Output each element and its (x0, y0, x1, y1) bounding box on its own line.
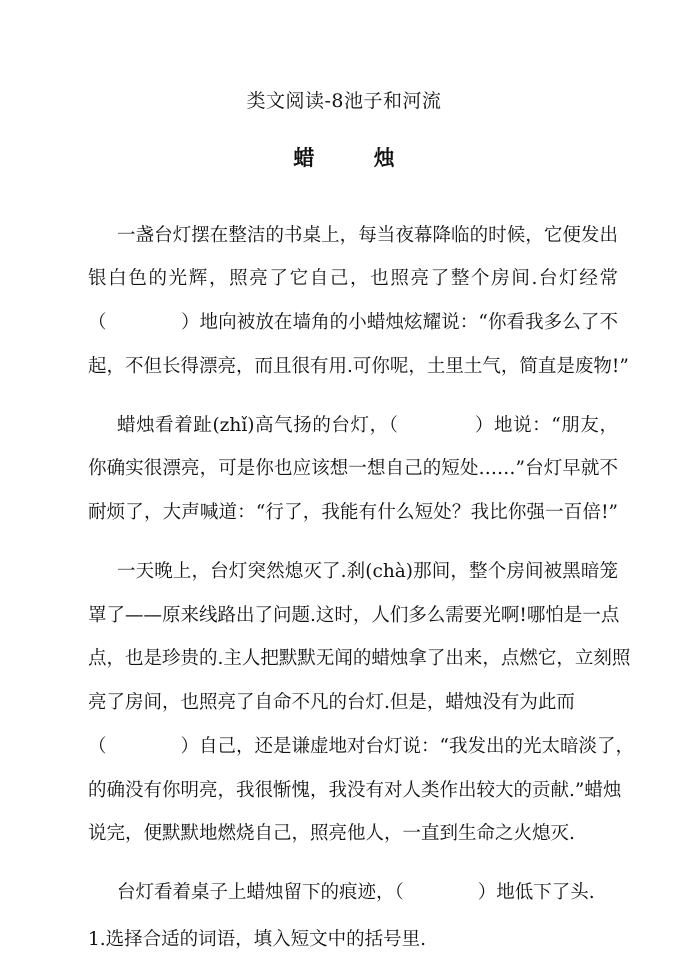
story-title: 蜡 烛 (293, 145, 421, 170)
page-title: 类文阅读-8池子和河流 (246, 90, 442, 112)
paragraph-3-line-6: 的确没有你明亮，我很惭愧，我没有对人类作出较大的贡献.”蜡烛 (88, 780, 622, 801)
paragraph-4-line-1: 台灯看着桌子上蜡烛留下的痕迹，（ ）地低下了头. (117, 882, 595, 903)
paragraph-2-line-3: 耐烦了，大声喊道：“行了，我能有什么短处？我比你强一百倍!” (88, 502, 618, 523)
paragraph-1-line-1: 一盏台灯摆在整洁的书桌上，每当夜幕降临的时候，它便发出 (117, 225, 618, 246)
paragraph-3-line-2: 罩了——原来线路出了问题.这时，人们多么需要光啊!哪怕是一点 (88, 605, 620, 626)
paragraph-1-line-3: （ ）地向被放在墙角的小蜡烛炫耀说：“你看我多么了不 (88, 312, 618, 333)
paragraph-1-line-2: 银白色的光辉，照亮了它自己，也照亮了整个房间.台灯经常 (88, 268, 618, 289)
paragraph-1-line-4: 起，不但长得漂亮，而且很有用.可你呢，土里土气，简直是废物!” (88, 356, 629, 377)
paragraph-2-line-1: 蜡烛看着趾(zhǐ)高气扬的台灯，（ ）地说：“朋友， (117, 415, 618, 436)
question-1: 1.选择合适的词语，填入短文中的括号里. (88, 929, 427, 950)
paragraph-3-line-5: （ ）自己，还是谦虚地对台灯说：“我发出的光太暗淡了， (88, 736, 634, 757)
paragraph-2-line-2: 你确实很漂亮，可是你也应该想一想自己的短处……”台灯早就不 (88, 458, 618, 479)
paragraph-3-line-3: 点，也是珍贵的.主人把默默无闻的蜡烛拿了出来，点燃它，立刻照 (88, 648, 631, 669)
paragraph-3-line-7: 说完，便默默地燃烧自己，照亮他人，一直到生命之火熄灭. (88, 823, 575, 844)
paragraph-3-line-4: 亮了房间，也照亮了自命不凡的台灯.但是，蜡烛没有为此而 (88, 692, 575, 713)
paragraph-3-line-1: 一天晚上，台灯突然熄灭了.刹(chà)那间，整个房间被黑暗笼 (117, 561, 618, 582)
